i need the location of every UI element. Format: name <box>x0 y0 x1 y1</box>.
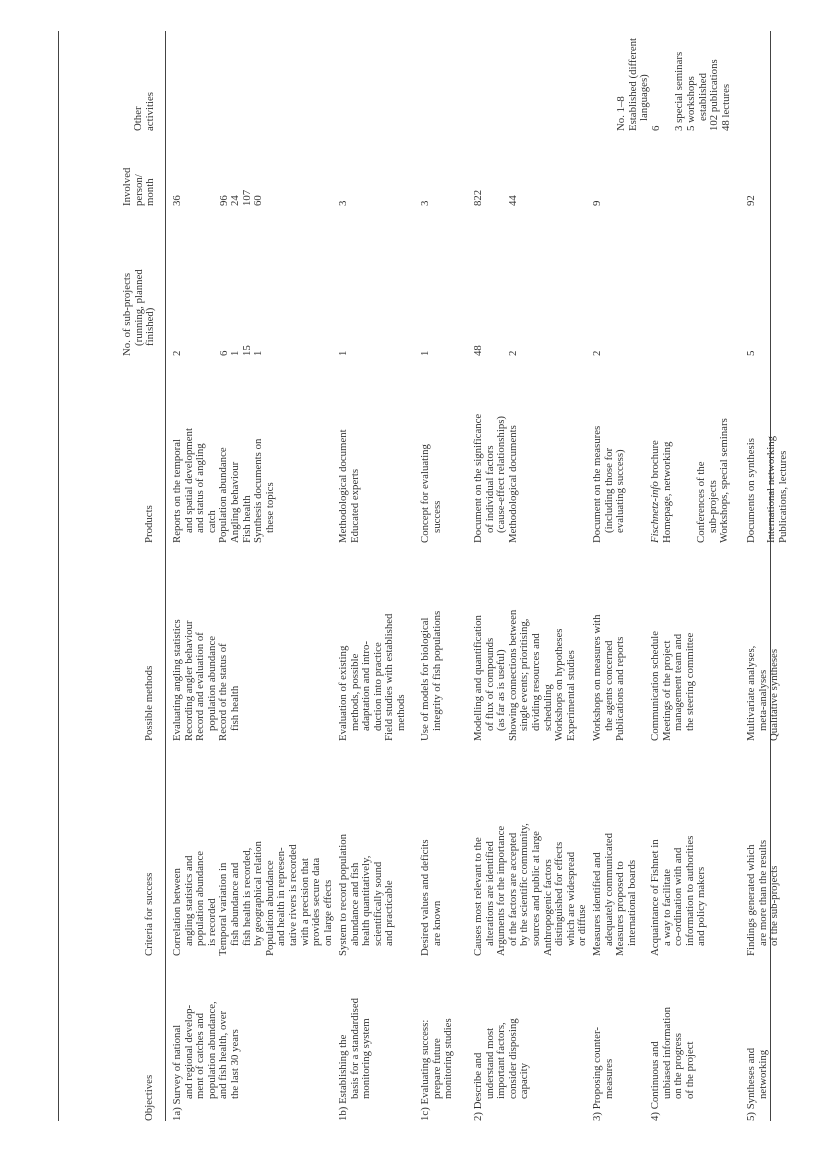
header-line: finished) <box>144 307 157 346</box>
row-5-methods <box>746 646 781 741</box>
text-line: 5) Syntheses and <box>745 1047 757 1121</box>
row-1c-methods <box>420 611 443 741</box>
text-line: of the factors are accepted <box>506 832 519 946</box>
row-1a-methods <box>172 619 242 741</box>
text-line: Population abundance <box>263 860 276 956</box>
text-line: and status of angling <box>194 443 207 533</box>
text-line: is recorded <box>205 898 218 946</box>
header-line: (running, planned <box>132 269 145 346</box>
text-line: abundance and fish <box>348 862 361 946</box>
text-line: languages) <box>638 74 651 121</box>
text-line: Correlation between <box>171 868 183 956</box>
text-line: of the project <box>683 1041 696 1099</box>
text-line: Multivariate analyses, <box>745 645 757 741</box>
text-line: consider disposing <box>506 1018 519 1099</box>
text-fragment: brochure <box>649 440 661 482</box>
text-line: 102 publications <box>708 59 721 131</box>
text-line: angling statistics and <box>182 855 195 946</box>
text-line: Publications and reports <box>614 636 627 741</box>
text-line: duction into practice <box>371 642 384 731</box>
text-line: 1b) Establishing the <box>337 1034 349 1121</box>
row-1b-criteria <box>338 834 396 956</box>
row-3-criteria <box>592 833 638 956</box>
row-5-persons: 92 <box>745 195 757 206</box>
header-line: month <box>144 178 157 206</box>
row-4-products <box>650 418 789 543</box>
text-line: Recording angler behaviour <box>182 620 195 741</box>
value: 822 <box>472 189 484 206</box>
text-line: monitoring system <box>360 1018 373 1099</box>
text-line: which are widespread <box>564 851 577 946</box>
row-4-other <box>616 38 732 131</box>
text-line: 1a) Survey of national <box>171 1024 183 1121</box>
text-line: Communication schedule <box>649 630 661 741</box>
value: 1 <box>252 350 265 356</box>
fischnetz-info-title: Fischnetz-info <box>649 481 661 543</box>
text-line: methods <box>394 694 407 731</box>
text-line: Record and evaluation of <box>194 632 207 741</box>
text-line: the steering committee <box>683 632 696 731</box>
text-line: 1c) Evaluating success: <box>419 1019 431 1121</box>
text-line: are more than the results <box>756 839 769 946</box>
value: 36 <box>171 195 183 206</box>
value: 2 <box>171 350 183 356</box>
text-line: scheduling <box>541 684 554 731</box>
text-line: of individual factors <box>483 445 496 533</box>
header-line: person/ <box>132 174 145 206</box>
text-line: the last 30 years <box>228 1029 241 1099</box>
text-line: success <box>430 500 443 533</box>
text-line: prepare future <box>430 1038 443 1099</box>
text-line: catch <box>205 510 218 533</box>
row-2-criteria <box>473 823 589 956</box>
text-line: population abundance, <box>205 1001 218 1099</box>
text-line: and regional develop- <box>182 1004 195 1099</box>
header-subprojects <box>122 269 157 356</box>
text-line: Evaluating angling statistics <box>171 619 183 741</box>
text-line: Field studies with established <box>383 613 396 741</box>
text-line: networking <box>756 1049 769 1099</box>
text-line: meta-analyses <box>756 669 769 731</box>
row-5-objective <box>746 1048 769 1121</box>
text-line: single events; prioritising, <box>518 618 531 731</box>
text-line: information to authorities <box>683 835 696 946</box>
text-line: distinguished for effects <box>553 841 566 946</box>
row-2-products <box>473 414 519 543</box>
text-line: Document on the measures <box>591 425 603 543</box>
text-line: provides secure data <box>310 857 323 946</box>
value: 60 <box>252 195 265 206</box>
row-2-subprojects <box>473 345 519 356</box>
text-line: Temporal variation in <box>217 862 230 956</box>
header-criteria: Criteria for success <box>143 872 155 956</box>
text-line: Modelling and quantification <box>472 615 484 741</box>
text-line: System to record population <box>337 833 349 956</box>
text-line: (including those for <box>602 447 615 533</box>
text-line: established <box>696 73 709 121</box>
text-line: unbiased information <box>660 1006 673 1099</box>
text-line: basis for a standardised <box>348 997 361 1099</box>
value: 15 <box>240 345 253 356</box>
row-1b-persons: 3 <box>337 200 349 206</box>
text-line: Document on the significance <box>472 413 484 543</box>
header-line: activities <box>143 92 156 131</box>
text-line: population abundance <box>194 850 207 946</box>
row-1a-persons <box>172 190 265 206</box>
text-line: Meetings of the project <box>660 640 673 741</box>
text-line: Angling behaviour <box>228 461 241 543</box>
row-5-subprojects: 5 <box>745 350 757 356</box>
text-line: Arguments for the importance <box>495 825 508 956</box>
text-line: and practicable <box>383 880 396 946</box>
text-line: monitoring studies <box>442 1018 455 1099</box>
text-line: population abundance <box>205 635 218 731</box>
text-line: methods, possible <box>348 653 361 731</box>
text-line: international boards <box>625 859 638 946</box>
row-1a-criteria <box>172 841 334 956</box>
header-line: Other <box>132 106 144 131</box>
text-line: Synthesis documents on <box>252 438 265 543</box>
text-line: scientifically sound <box>371 861 384 946</box>
text-line: and fish health, over <box>217 1010 230 1099</box>
text-line: Measures identified and <box>591 852 603 956</box>
text-line: No. 1–8 <box>615 96 627 131</box>
text-line <box>650 418 662 543</box>
row-4-methods <box>650 631 696 741</box>
text-line: Population abundance <box>217 447 230 543</box>
text-line: evaluating success) <box>614 449 627 533</box>
text-line: Concept for evaluating <box>419 444 431 543</box>
row-5-criteria <box>746 840 781 956</box>
row-3-methods <box>592 614 627 741</box>
text-line: fish health <box>228 685 241 731</box>
text-line: integrity of fish populations <box>430 610 443 731</box>
text-line: health quantitatively, <box>360 855 373 946</box>
header-persons <box>122 168 157 206</box>
bottom-rule <box>770 31 771 1121</box>
text-line: Conferences of the <box>695 461 708 543</box>
text-line: 2) Describe and <box>472 1052 484 1121</box>
header-line: Involved <box>121 167 133 206</box>
row-3-persons: 9 <box>591 200 603 206</box>
header-methods: Possible methods <box>143 665 155 741</box>
row-1c-persons: 3 <box>419 200 431 206</box>
text-line: Workshops on hypotheses <box>553 628 566 741</box>
text-line: Homepage, networking <box>660 441 673 543</box>
text-line: Anthropogenic factors <box>541 859 554 956</box>
text-line: adequately communicated <box>602 832 615 946</box>
value: 107 <box>240 189 253 206</box>
header-other <box>133 92 156 131</box>
text-line: 6 <box>649 125 662 131</box>
text-line: Fish health <box>240 495 253 543</box>
text-line: alterations are identified <box>483 841 496 946</box>
top-rule <box>58 31 59 1121</box>
row-1c-criteria <box>420 839 443 956</box>
text-line: Evaluation of existing <box>337 645 349 741</box>
text-line: on large effects <box>321 879 334 946</box>
row-1b-objective <box>338 998 373 1121</box>
row-3-subprojects: 2 <box>591 350 603 356</box>
header-objectives: Objectives <box>143 1074 155 1121</box>
text-line: ment of catches and <box>194 1012 207 1099</box>
row-4-criteria <box>650 836 708 956</box>
text-line: sub-projects <box>706 480 719 533</box>
text-line: co-ordination with and <box>672 847 685 946</box>
row-1c-subprojects: 1 <box>419 350 431 356</box>
text-line: Established (different <box>626 37 639 131</box>
text-line: Methodological document <box>337 429 349 543</box>
text-line: Measures proposed to <box>614 861 627 956</box>
text-line: fish abundance and <box>228 862 241 946</box>
text-line: by the scientific community, <box>518 823 531 946</box>
text-line: 48 lectures <box>719 83 732 131</box>
text-line: a way to facilitate <box>660 868 673 946</box>
row-1a-products <box>172 428 276 543</box>
text-line: Documents on synthesis <box>745 438 757 543</box>
row-3-products <box>592 426 627 543</box>
text-line: capacity <box>518 1063 531 1099</box>
text-line: measures <box>602 1058 615 1099</box>
text-line: Publications, lectures <box>776 450 789 543</box>
text-line: fish health is recorded, <box>240 847 253 946</box>
text-line: sources and public at large <box>529 831 542 946</box>
value: 44 <box>506 195 519 206</box>
value: 48 <box>472 345 484 356</box>
header-products: Products <box>143 505 155 543</box>
value: 24 <box>229 195 242 206</box>
text-line: and spatial development <box>182 428 195 533</box>
text-line: Use of models for biological <box>419 617 431 741</box>
text-line: Record of the status of <box>217 643 230 741</box>
text-line: of flux of compounds <box>483 637 496 731</box>
row-1a-objective <box>172 1001 242 1121</box>
row-1b-subprojects: 1 <box>337 350 349 356</box>
value: 96 <box>217 195 230 206</box>
text-line: Qualitative syntheses <box>768 648 781 741</box>
text-line: adaptation and intro- <box>360 641 373 731</box>
text-line: Workshops, special seminars <box>718 418 731 543</box>
row-2-methods <box>473 610 577 741</box>
text-line: Methodological documents <box>506 425 519 543</box>
row-1b-methods <box>338 614 408 741</box>
text-line: Workshops on measures with <box>591 614 603 741</box>
text-line: on the progress <box>672 1033 685 1099</box>
row-1c-products <box>420 444 443 543</box>
header-rule <box>165 31 166 1121</box>
text-line: 3 special seminars <box>673 51 686 131</box>
text-line: Educated experts <box>348 468 361 543</box>
text-line: and health in represen- <box>275 847 288 946</box>
text-line: these topics <box>263 482 276 533</box>
value: 2 <box>506 350 519 356</box>
text-line: Reports on the temporal <box>171 438 183 543</box>
text-line: the agents concerned <box>602 640 615 731</box>
row-1a-subprojects <box>172 345 265 356</box>
text-line: Findings generated which <box>745 844 757 956</box>
text-line: management team and <box>672 633 685 731</box>
text-line: Desired values and deficits <box>419 839 431 956</box>
value: 1 <box>229 350 242 356</box>
text-line: dividing resources and <box>529 633 542 731</box>
row-2-persons <box>473 190 519 206</box>
text-line: are known <box>430 900 443 946</box>
row-1b-products <box>338 429 361 543</box>
text-line: tative rivers is recorded <box>286 844 299 946</box>
row-5-products <box>746 438 758 543</box>
text-line: 5 workshops <box>684 76 697 131</box>
row-4-objective <box>650 1007 696 1121</box>
text-line: Causes most relevant to the <box>472 837 484 956</box>
text-line: by geographical relation <box>252 841 265 946</box>
text-line: or diffuse <box>576 904 589 946</box>
text-line: Acquaintance of Fishnet in <box>649 839 661 956</box>
text-line: 4) Continuous and <box>649 1041 661 1121</box>
header-line: No. of sub-projects <box>121 272 133 356</box>
text-line: 3) Proposing counter- <box>591 1027 603 1121</box>
value: 6 <box>217 350 230 356</box>
text-line: important factors, <box>495 1022 508 1099</box>
text-line: of the sub-projects <box>768 865 781 946</box>
text-line: (as far as is useful) <box>495 649 508 731</box>
row-1c-objective <box>420 1018 455 1121</box>
row-3-objective <box>592 1027 615 1121</box>
text-line: Experimental studies <box>564 650 577 741</box>
text-line: with a precision that <box>298 858 311 946</box>
text-line: and policy makers <box>695 866 708 946</box>
text-line: Showing connections between <box>506 609 519 741</box>
text-line: International networking <box>764 435 777 543</box>
text-line: understand most <box>483 1027 496 1099</box>
text-line: (cause-effect relationships) <box>495 415 508 533</box>
row-2-objective <box>473 1018 531 1121</box>
